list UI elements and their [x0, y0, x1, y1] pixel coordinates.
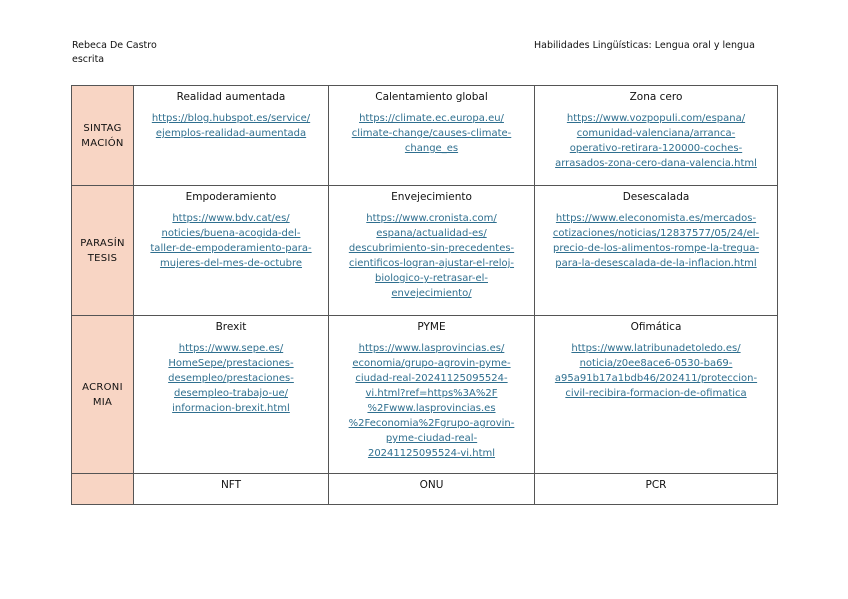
author-continuation: escrita	[72, 54, 105, 65]
term-title: Brexit	[215, 321, 247, 333]
reference-link[interactable]	[329, 341, 534, 461]
reference-link-line: pyme-ciudad-real-	[385, 433, 478, 444]
reference-link-line: https://www.bdv.cat/es/	[172, 213, 290, 224]
vocabulary-table	[71, 85, 778, 505]
category-label-cell	[72, 86, 134, 186]
term-title: Envejecimiento	[391, 191, 472, 203]
reference-link-line: https://climate.ec.europa.eu/	[359, 113, 504, 124]
reference-link-line: desempleo-trabajo-ue/	[174, 388, 288, 399]
reference-link-line: espana/actualidad-es/	[376, 228, 487, 239]
term-title: NFT	[220, 479, 242, 491]
subject-header: Habilidades Lingüísticas: Lengua oral y lengua	[534, 40, 755, 51]
category-label: MACIÓN	[81, 137, 124, 149]
term-title: PCR	[645, 479, 667, 491]
term-cell	[134, 86, 329, 186]
reference-link-line: informacion-brexit.html	[172, 403, 290, 414]
term-title: Desescalada	[622, 191, 690, 203]
term-title: PYME	[417, 321, 446, 333]
reference-link[interactable]	[535, 341, 777, 401]
category-label: ACRONI	[82, 381, 123, 393]
reference-link-line: %2Feconomia%2Fgrupo-agrovin-	[348, 418, 515, 429]
term-cell	[535, 474, 778, 505]
term-cell	[535, 86, 778, 186]
reference-link-line: economia/grupo-agrovin-pyme-	[352, 358, 511, 369]
reference-link-line: precio-de-los-alimentos-rompe-la-tregua-	[553, 243, 759, 254]
reference-link-line: biologico-y-retrasar-el-	[374, 273, 488, 284]
reference-link-line: mujeres-del-mes-de-octubre	[159, 258, 303, 269]
table-row	[72, 86, 778, 186]
term-title: ONU	[419, 479, 444, 491]
term-cell	[134, 316, 329, 474]
category-label: MIA	[92, 396, 113, 408]
term-cell	[329, 186, 535, 316]
term-cell	[535, 316, 778, 474]
reference-link[interactable]	[134, 341, 328, 416]
table-row	[72, 474, 778, 505]
reference-link-line: noticies/buena-acogida-del-	[161, 228, 301, 239]
reference-link-line: para-la-desescalada-de-la-inflacion.html	[555, 258, 757, 269]
term-cell	[329, 86, 535, 186]
term-title: Calentamiento global	[375, 91, 488, 103]
table-row	[72, 186, 778, 316]
reference-link-line: descubrimiento-sin-precedentes-	[348, 243, 515, 254]
category-label-cell	[72, 316, 134, 474]
term-cell	[134, 186, 329, 316]
term-cell	[134, 474, 329, 505]
reference-link-line: arrasados-zona-cero-dana-valencia.html	[555, 158, 757, 169]
category-label-cell	[72, 186, 134, 316]
category-label: PARASÍN	[80, 237, 125, 249]
term-cell	[329, 474, 535, 505]
reference-link-line: https://www.cronista.com/	[366, 213, 497, 224]
reference-link-line: desempleo/prestaciones-	[168, 373, 294, 384]
author-name: Rebeca De Castro	[72, 40, 157, 51]
reference-link-line: https://blog.hubspot.es/service/	[151, 113, 311, 124]
reference-link-line: cotizaciones/noticias/12837577/05/24/el-	[552, 228, 760, 239]
table-row	[72, 316, 778, 474]
term-cell	[329, 316, 535, 474]
reference-link-line: vi.html?ref=https%3A%2F	[365, 388, 498, 399]
reference-link-line: a95a91b17a1bdb46/202411/proteccion-	[554, 373, 758, 384]
reference-link-line: ciudad-real-20241125095524-	[355, 373, 508, 384]
reference-link-line: https://www.eleconomista.es/mercados-	[555, 213, 757, 224]
reference-link[interactable]	[535, 111, 777, 171]
reference-link[interactable]	[134, 211, 328, 271]
reference-link[interactable]	[329, 211, 534, 301]
reference-link-line: https://www.vozpopuli.com/espana/	[566, 113, 746, 124]
term-title: Empoderamiento	[185, 191, 277, 203]
category-label: TESIS	[87, 252, 118, 264]
reference-link-line: civil-recibira-formacion-de-ofimatica	[565, 388, 747, 399]
reference-link-line: taller-de-empoderamiento-para-	[150, 243, 312, 254]
reference-link[interactable]	[329, 111, 534, 156]
author-header	[72, 39, 157, 67]
reference-link[interactable]	[134, 111, 328, 141]
term-title: Zona cero	[629, 91, 683, 103]
reference-link-line: https://www.sepe.es/	[178, 343, 284, 354]
reference-link-line: cientificos-logran-ajustar-el-reloj-	[348, 258, 515, 269]
reference-link-line: operativo-retirara-120000-coches-	[569, 143, 743, 154]
reference-link-line: change_es	[404, 143, 459, 154]
category-label-cell	[72, 474, 134, 505]
reference-link[interactable]	[535, 211, 777, 271]
reference-link-line: https://www.lasprovincias.es/	[358, 343, 505, 354]
reference-link-line: %2Fwww.lasprovincias.es	[367, 403, 496, 414]
reference-link-line: HomeSepe/prestaciones-	[168, 358, 294, 369]
reference-link-line: climate-change/causes-climate-	[351, 128, 512, 139]
term-title: Realidad aumentada	[176, 91, 286, 103]
category-label: SINTAG	[83, 122, 122, 134]
reference-link-line: envejecimiento/	[391, 288, 472, 299]
term-title: Ofimática	[630, 321, 682, 333]
reference-link-line: comunidad-valenciana/arranca-	[576, 128, 736, 139]
reference-link-line: noticia/z0ee8ace6-0530-ba69-	[579, 358, 733, 369]
term-cell	[535, 186, 778, 316]
reference-link-line: 20241125095524-vi.html	[367, 448, 496, 459]
reference-link-line: https://www.latribunadetoledo.es/	[571, 343, 741, 354]
reference-link-line: ejemplos-realidad-aumentada	[155, 128, 307, 139]
